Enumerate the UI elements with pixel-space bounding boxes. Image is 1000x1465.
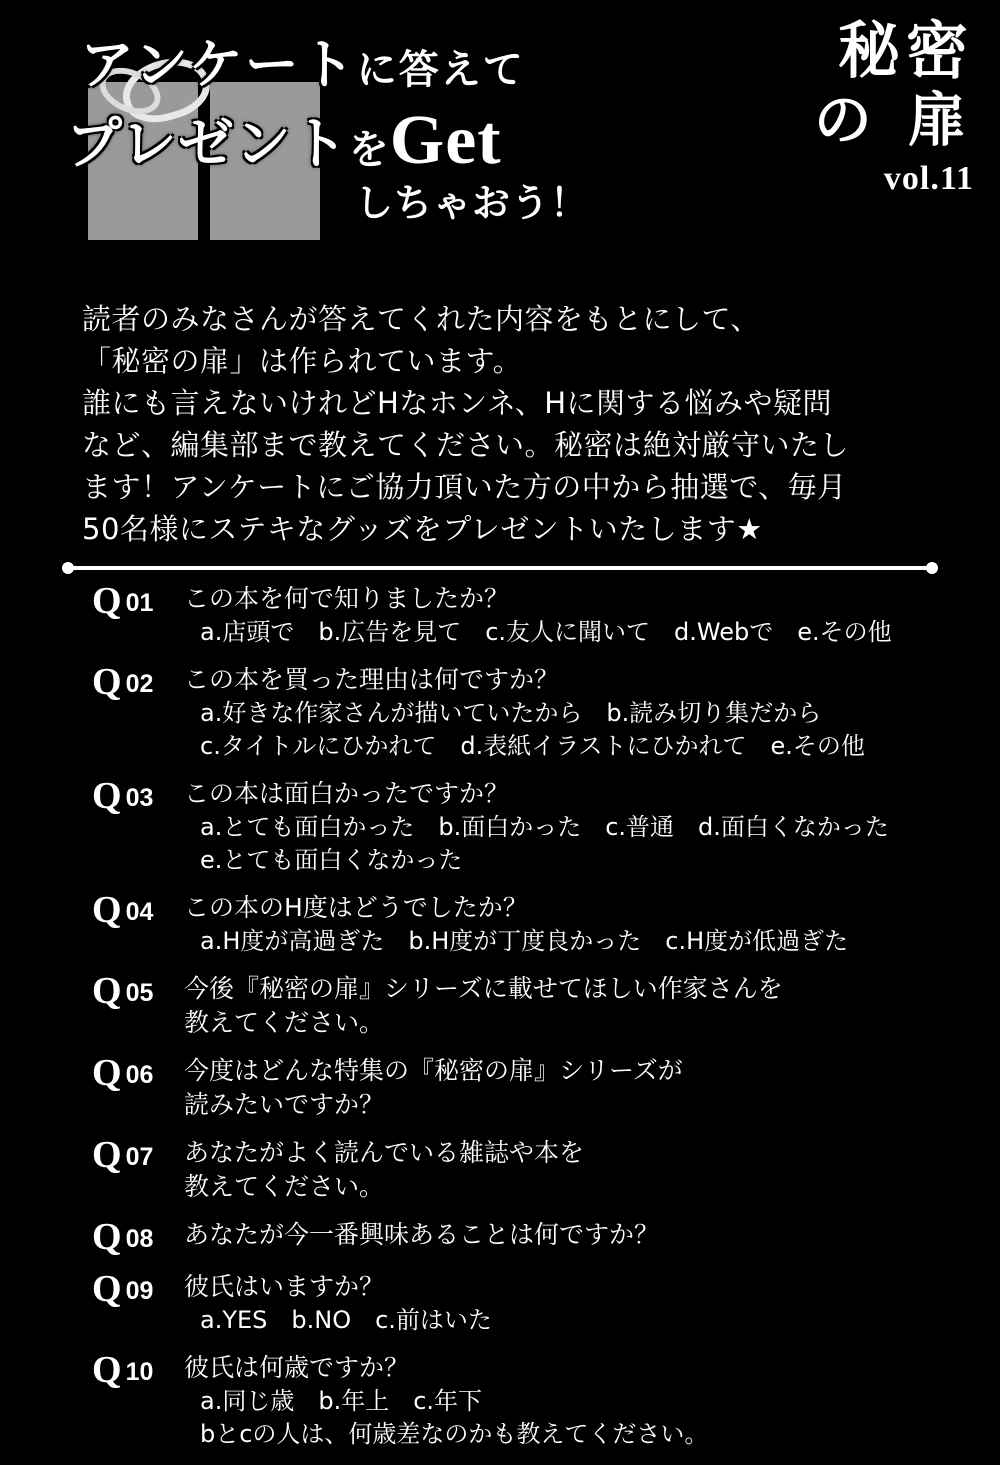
- question-number: 09: [125, 1277, 154, 1305]
- question-number: 05: [125, 979, 154, 1007]
- question-body: [184, 972, 962, 1040]
- question-text: あなたがよく読んでいる雑誌や本を: [184, 1138, 585, 1167]
- headline-line-2-particle: を: [348, 127, 390, 173]
- question-block: [92, 1218, 962, 1256]
- question-letter: Q: [92, 889, 122, 931]
- question-letter: Q: [92, 661, 122, 703]
- magazine-title-line-1: 秘密: [837, 14, 974, 87]
- headline-line-2-main: プレゼント: [66, 112, 349, 177]
- question-number-tag: [92, 582, 180, 620]
- divider-dot-right: [926, 562, 938, 574]
- question-block: [92, 891, 962, 958]
- headline-line-1-main: アンケート: [80, 33, 357, 96]
- question-number: 04: [125, 898, 154, 926]
- headline-line-3: しちゃおう！: [355, 181, 590, 225]
- question-body: [184, 582, 962, 649]
- question-body: [184, 1351, 962, 1451]
- question-number: 08: [125, 1225, 154, 1253]
- question-letter: Q: [92, 1268, 122, 1310]
- headline-line-2: [66, 100, 502, 181]
- question-body: [184, 891, 962, 958]
- question-options: a.H度が高過ぎた b.H度が丁度良かった c.H度が低過ぎた: [200, 927, 849, 955]
- question-block: [92, 582, 962, 649]
- question-block: [92, 1136, 962, 1204]
- intro-line: 50名様にステキなグッズをプレゼントいたします★: [82, 512, 763, 546]
- headline-line-1: [80, 22, 525, 99]
- magazine-volume-label: vol.11: [883, 159, 974, 197]
- intro-line: 読者のみなさんが答えてくれた内容をもとにして、: [82, 302, 760, 336]
- question-block: [92, 1054, 962, 1122]
- question-text: この本のH度はどうでしたか？: [184, 893, 528, 922]
- question-text: 教えてください。: [184, 1172, 385, 1201]
- question-number: 10: [125, 1358, 154, 1386]
- question-number-tag: [92, 891, 180, 929]
- page-header: [0, 0, 1000, 270]
- divider-bar: [68, 566, 932, 570]
- intro-line: など、編集部まで教えてください。秘密は絶対厳守いたし: [82, 428, 850, 462]
- question-text: この本を何で知りましたか？: [184, 584, 510, 613]
- question-letter: Q: [92, 580, 122, 622]
- question-options: a.店頭で b.広告を見て c.友人に聞いて d.Webで e.その他: [200, 618, 892, 646]
- headline-get-word: Get: [389, 102, 502, 179]
- question-body: [184, 1054, 962, 1122]
- question-options: a.YES b.NO c.前はいた: [200, 1306, 492, 1334]
- question-body: [184, 777, 962, 877]
- question-number: 02: [125, 670, 154, 698]
- question-text: 読みたいですか？: [184, 1090, 385, 1119]
- intro-paragraph: [82, 298, 942, 550]
- magazine-title-line-2: の 扉: [813, 86, 974, 155]
- headline-line-1-suffix: に答えて: [356, 47, 525, 93]
- question-number: 03: [125, 784, 154, 812]
- question-body: [184, 663, 962, 763]
- question-number: 01: [125, 589, 154, 617]
- question-options: bとcの人は、何歳差なのかも教えてください。: [200, 1420, 709, 1448]
- question-options: a.好きな作家さんが描いていたから b.読み切り集だから: [200, 699, 822, 727]
- question-text: あなたが今一番興味あることは何ですか？: [184, 1220, 660, 1249]
- question-block: [92, 1351, 962, 1451]
- question-options: a.とても面白かった b.面白かった c.普通 d.面白くなかった: [200, 813, 889, 841]
- question-number-tag: [92, 663, 180, 701]
- question-block: [92, 972, 962, 1040]
- question-body: [184, 1136, 962, 1204]
- question-number-tag: [92, 972, 180, 1010]
- question-body: [184, 1218, 962, 1252]
- question-letter: Q: [92, 1349, 122, 1391]
- question-letter: Q: [92, 1216, 122, 1258]
- question-block: [92, 663, 962, 763]
- question-number-tag: [92, 1054, 180, 1092]
- question-block: [92, 1270, 962, 1337]
- question-text: この本は面白かったですか？: [184, 779, 510, 808]
- question-letter: Q: [92, 775, 122, 817]
- question-number-tag: [92, 1351, 180, 1389]
- question-letter: Q: [92, 1134, 122, 1176]
- section-divider: [62, 562, 938, 574]
- intro-line: 「秘密の扉」は作られています。: [82, 344, 523, 378]
- questionnaire-list: [92, 582, 962, 1465]
- question-letter: Q: [92, 970, 122, 1012]
- question-number-tag: [92, 777, 180, 815]
- question-text: 彼氏はいますか？: [184, 1272, 385, 1301]
- question-text: 彼氏は何歳ですか？: [184, 1353, 410, 1382]
- question-number: 06: [125, 1061, 154, 1089]
- question-text: この本を買った理由は何ですか？: [184, 665, 560, 694]
- question-text: 今後『秘密の扉』シリーズに載せてほしい作家さんを: [184, 974, 783, 1003]
- question-block: [92, 777, 962, 877]
- question-text: 今度はどんな特集の『秘密の扉』シリーズが: [184, 1056, 683, 1085]
- question-number-tag: [92, 1270, 180, 1308]
- magazine-title: [813, 14, 974, 198]
- question-options: c.タイトルにひかれて d.表紙イラストにひかれて e.その他: [200, 732, 865, 760]
- question-letter: Q: [92, 1052, 122, 1094]
- question-body: [184, 1270, 962, 1337]
- question-number: 07: [125, 1143, 154, 1171]
- question-number-tag: [92, 1136, 180, 1174]
- intro-line: 誰にも言えないけれどHなホンネ、Hに関する悩みや疑問: [82, 386, 833, 420]
- question-text: 教えてください。: [184, 1008, 385, 1037]
- question-number-tag: [92, 1218, 180, 1256]
- question-options: a.同じ歳 b.年上 c.年下: [200, 1387, 483, 1415]
- question-options: e.とても面白くなかった: [200, 846, 463, 874]
- intro-line: ます！アンケートにご協力頂いた方の中から抽選で、毎月: [82, 470, 847, 504]
